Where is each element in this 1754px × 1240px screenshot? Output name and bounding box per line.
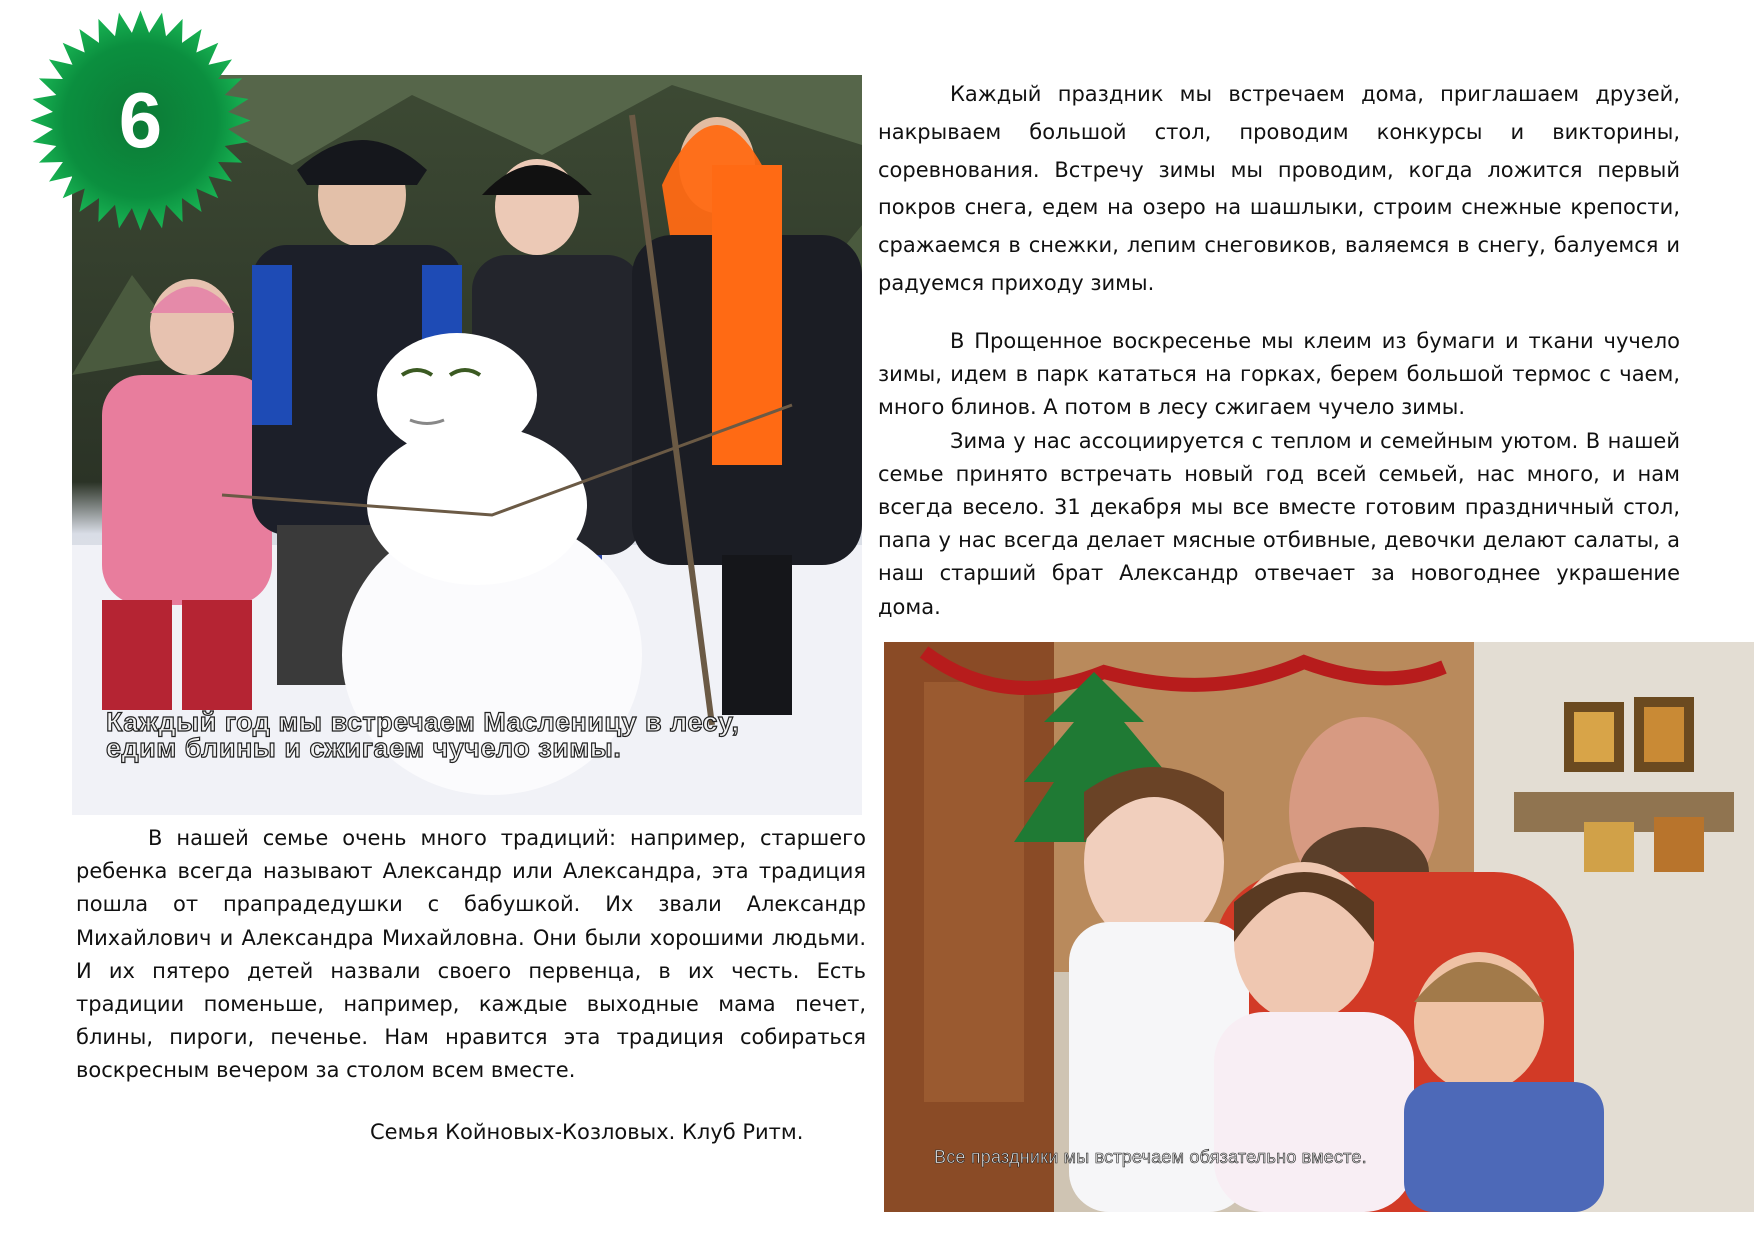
paragraph-traditions: В нашей семье очень много традиций: например, старшего ребенка всегда называют Александр или Александра, эта традиция пошла от прапрадедушки с бабушкой. Их звали Александр Михайлович и Александра Михайловна. Они были хорошими людьми. И их пятеро детей назвали своего первенца, в их честь. Есть традиции поменьше, например, каждые выходные мама печет, блины, пироги, печенье. Нам нравится эта традиция собираться воскресным вечером за столом всем вместе. xyxy=(76,826,866,1083)
paragraph-holidays: Каждый праздник мы встречаем дома, приглашаем друзей, накрываем большой стол, проводим конкурсы и викторины, соревнования. Встречу зимы мы проводим, когда ложится первый покров снега, едем на озеро на шашлыки, строим снежные крепости, сражаемся в снежки, лепим снеговиков, валяемся в снегу, балуемся и радуемся приходу зимы. xyxy=(878,82,1680,295)
page-number-badge xyxy=(28,8,253,233)
paragraph-forgiveness-sunday: В Прощенное воскресенье мы клеим из бумаги и ткани чучело зимы, идем в парк кататься на горках, берем большой термос с чаем, много блинов. А потом в лесу сжигаем чучело зимы. xyxy=(878,329,1680,420)
family-photo xyxy=(884,642,1754,1212)
article-paragraph-top xyxy=(878,76,1680,303)
page-number: 6 xyxy=(118,76,163,164)
family-photo-image xyxy=(884,642,1754,1212)
family-photo-caption: Все праздники мы встречаем обязательно вместе. xyxy=(934,1147,1367,1167)
signature: Семья Койновых-Козловых. Клуб Ритм. xyxy=(370,1120,804,1144)
article-paragraph-middle xyxy=(878,325,1680,624)
snowman-photo-caption xyxy=(106,709,846,761)
snowman-caption-line2: едим блины и сжигаем чучело зимы. xyxy=(106,733,622,763)
paragraph-winter: Зима у нас ассоциируется с теплом и семейным уютом. В нашей семье принято встречать новый год всей семьей, нас много, и нам всегда весело. 31 декабря мы все вместе готовим праздничный стол, папа у нас всегда делает мясные отбивные, девочки делают салаты, а наш старший брат Александр отвечает за новогоднее украшение дома. xyxy=(878,428,1680,619)
snowman-caption-line1: Каждый год мы встречаем Масленицу в лесу, xyxy=(106,707,740,737)
article-paragraph-bottom xyxy=(76,822,866,1088)
